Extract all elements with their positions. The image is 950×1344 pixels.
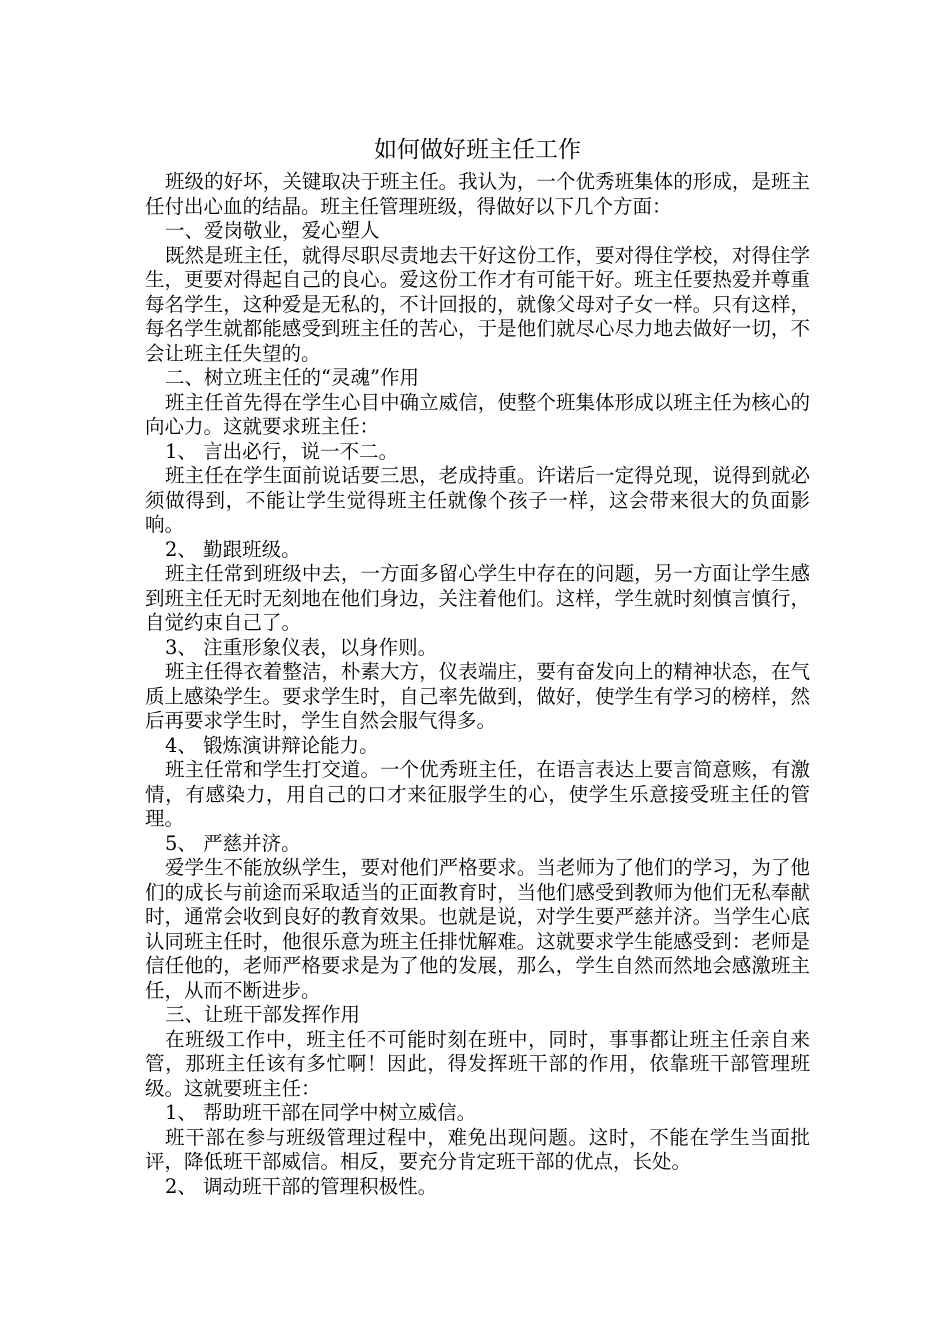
list-item-heading: 1、 言出必行，说一不二。 — [165, 439, 399, 463]
list-item-heading: 1、 帮助班干部在同学中树立威信。 — [165, 1101, 477, 1124]
document-title: 如何做好班主任工作 — [374, 137, 581, 163]
paragraph: 既然是班主任，就得尽职尽责地去干好这份工作，要对得住学校，对得住学生，更要对得起自己的良心。爱这份工作才有可能干好。班主任要热爱并尊重每名学生，这种爱是无私的，不计回报的，就像父母对子女一样。只有这样，每名学生就都能感受到班主任的苦心，于是他们就尽心尽力地去做好一切，不会让班主任失望的。 — [145, 243, 810, 365]
document-body — [145, 170, 810, 1199]
list-item-heading: 5、 严慈并济。 — [165, 831, 301, 855]
list-item-heading: 4、 锻炼演讲辩论能力。 — [165, 733, 379, 757]
paragraph-intro: 班级的好坏，关键取决于班主任。我认为，一个优秀班集体的形成，是班主任付出心血的结晶。班主任管理班级，得做好以下几个方面： — [145, 170, 810, 218]
list-item-heading: 2、 调动班干部的管理积极性。 — [165, 1174, 438, 1198]
paragraph: 班干部在参与班级管理过程中，难免出现问题。这时，不能在学生当面批评，降低班干部威信。相反，要充分肯定班干部的优点，长处。 — [145, 1125, 810, 1173]
heading-section-1: 一、爱岗敬业，爱心塑人 — [165, 219, 380, 242]
paragraph: 班主任常到班级中去，一方面多留心学生中存在的问题，另一方面让学生感到班主任无时无刻地在他们身边，关注着他们。这样，学生就时刻慎言慎行，自觉约束自己了。 — [145, 562, 810, 634]
paragraph: 班主任常和学生打交道。一个优秀班主任，在语言表达上要言简意赅，有激情，有感染力，用自己的口才来征服学生的心，使学生乐意接受班主任的管理。 — [145, 758, 810, 830]
paragraph: 班主任在学生面前说话要三思，老成持重。许诺后一定得兑现，说得到就必须做得到，不能让学生觉得班主任就像个孩子一样，这会带来很大的负面影响。 — [145, 464, 810, 536]
heading-section-3: 三、让班干部发挥作用 — [165, 1003, 361, 1026]
paragraph: 在班级工作中，班主任不可能时刻在班中，同时，事事都让班主任亲自来管，那班主任该有多忙啊！因此，得发挥班干部的作用，依靠班干部管理班级。这就要班主任： — [145, 1027, 810, 1100]
list-item-heading: 3、 注重形象仪表，以身作则。 — [165, 635, 438, 659]
document-page — [145, 134, 810, 1199]
heading-section-2: 二、树立班主任的“灵魂”作用 — [165, 366, 419, 389]
paragraph: 爱学生不能放纵学生，要对他们严格要求。当老师为了他们的学习，为了他们的成长与前途而采取适当的正面教育时，当他们感受到教师为他们无私奉献时，通常会收到良好的教育效果。也就是说，对学生要严慈并济。当学生心底认同班主任时，他很乐意为班主任排忧解难。这就要求学生能感受到：老师是信任他的，老师严格要求是为了他的发展，那么，学生自然而然地会感激班主任，从而不断进步。 — [145, 856, 810, 1002]
paragraph: 班主任得衣着整洁，朴素大方，仪表端庄，要有奋发向上的精神状态，在气质上感染学生。要求学生时，自己率先做到，做好，使学生有学习的榜样，然后再要求学生时，学生自然会服气得多。 — [145, 660, 810, 732]
list-item-heading: 2、 勤跟班级。 — [165, 537, 301, 561]
paragraph: 班主任首先得在学生心目中确立威信，使整个班集体形成以班主任为核心的向心力。这就要求班主任： — [145, 390, 810, 438]
